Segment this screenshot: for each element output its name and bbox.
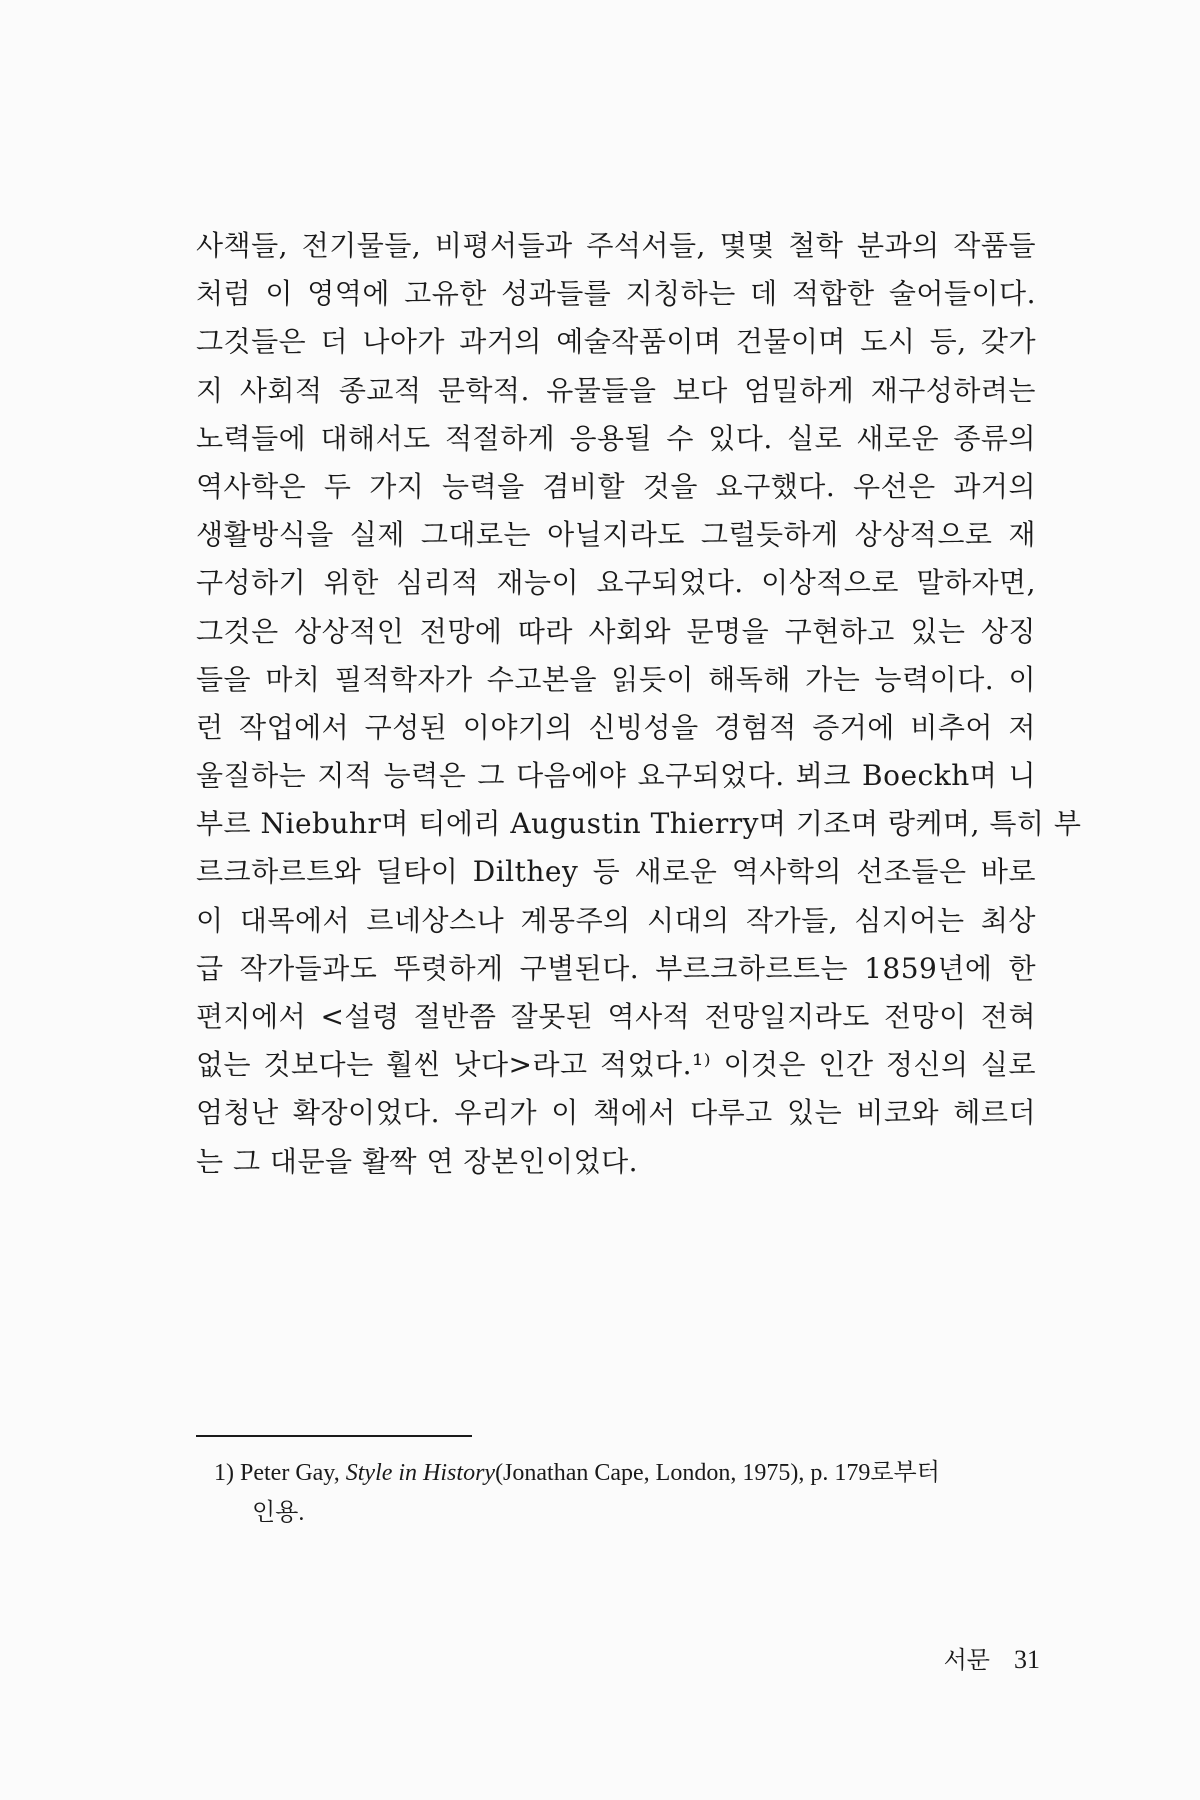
body-line: 울질하는 지적 능력은 그 다음에야 요구되었다. 뵈크 Boeckh며 니 bbox=[196, 759, 1036, 793]
footnote-divider bbox=[196, 1435, 472, 1437]
running-head: 서문 bbox=[943, 1646, 990, 1674]
body-line: 구성하기 위한 심리적 재능이 요구되었다. 이상적으로 말하자면, bbox=[196, 566, 1036, 600]
footnote-book-title: Style in History bbox=[345, 1460, 496, 1486]
footnote-citation: (Jonathan Cape, London, 1975), p. 179로부터 bbox=[495, 1460, 940, 1486]
body-line: 없는 것보다는 훨씬 낫다>라고 적었다.¹⁾ 이것은 인간 정신의 실로 bbox=[196, 1048, 1036, 1082]
footnote bbox=[214, 1453, 1036, 1533]
body-line: 는 그 대문을 활짝 연 장본인이었다. bbox=[196, 1144, 639, 1178]
page-number: 31 bbox=[1014, 1645, 1040, 1674]
footnote-marker: 1) bbox=[214, 1460, 234, 1486]
body-line: 지 사회적 종교적 문학적. 유물들을 보다 엄밀하게 재구성하려는 bbox=[196, 373, 1036, 407]
body-line: 르크하르트와 딜타이 Dilthey 등 새로운 역사학의 선조들은 바로 bbox=[196, 855, 1036, 889]
body-line: 급 작가들과도 뚜렷하게 구별된다. 부르크하르트는 1859년에 한 bbox=[196, 951, 1036, 985]
body-line: 생활방식을 실제 그대로는 아닐지라도 그럴듯하게 상상적으로 재 bbox=[196, 518, 1036, 552]
body-line: 들을 마치 필적학자가 수고본을 읽듯이 해독해 가는 능력이다. 이 bbox=[196, 662, 1036, 696]
footnote-author: Peter Gay, bbox=[234, 1460, 346, 1486]
body-line: 엄청난 확장이었다. 우리가 이 책에서 다루고 있는 비코와 헤르더 bbox=[196, 1096, 1036, 1130]
footnote-line bbox=[214, 1453, 1036, 1493]
page-footer bbox=[0, 1640, 1200, 1680]
body-line: 사책들, 전기물들, 비평서들과 주석서들, 몇몇 철학 분과의 작품들 bbox=[196, 229, 1036, 262]
body-line: 처럼 이 영역에 고유한 성과들를 지칭하는 데 적합한 술어들이다. bbox=[196, 277, 1036, 311]
body-line: 런 작업에서 구성된 이야기의 신빙성을 경험적 증거에 비추어 저 bbox=[196, 710, 1036, 744]
body-line: 노력들에 대해서도 적절하게 응용될 수 있다. 실로 새로운 종류의 bbox=[196, 421, 1036, 455]
body-line: 역사학은 두 가지 능력을 겸비할 것을 요구했다. 우선은 과거의 bbox=[196, 469, 1036, 503]
body-line: 그것들은 더 나아가 과거의 예술작품이며 건물이며 도시 등, 갖가 bbox=[196, 325, 1036, 359]
body-line: 부르 Niebuhr며 티에리 Augustin Thierry며 기조며 랑케며, 특히 부 bbox=[196, 807, 1082, 841]
body-text bbox=[196, 222, 1082, 1186]
body-line: 편지에서 <설령 절반쯤 잘못된 역사적 전망일지라도 전망이 전혀 bbox=[196, 1000, 1036, 1033]
body-line: 이 대목에서 르네상스나 계몽주의 시대의 작가들, 심지어는 최상 bbox=[196, 903, 1036, 937]
footnote-continuation: 인용. bbox=[252, 1500, 305, 1526]
body-line: 그것은 상상적인 전망에 따라 사회와 문명을 구현하고 있는 상징 bbox=[196, 614, 1036, 648]
